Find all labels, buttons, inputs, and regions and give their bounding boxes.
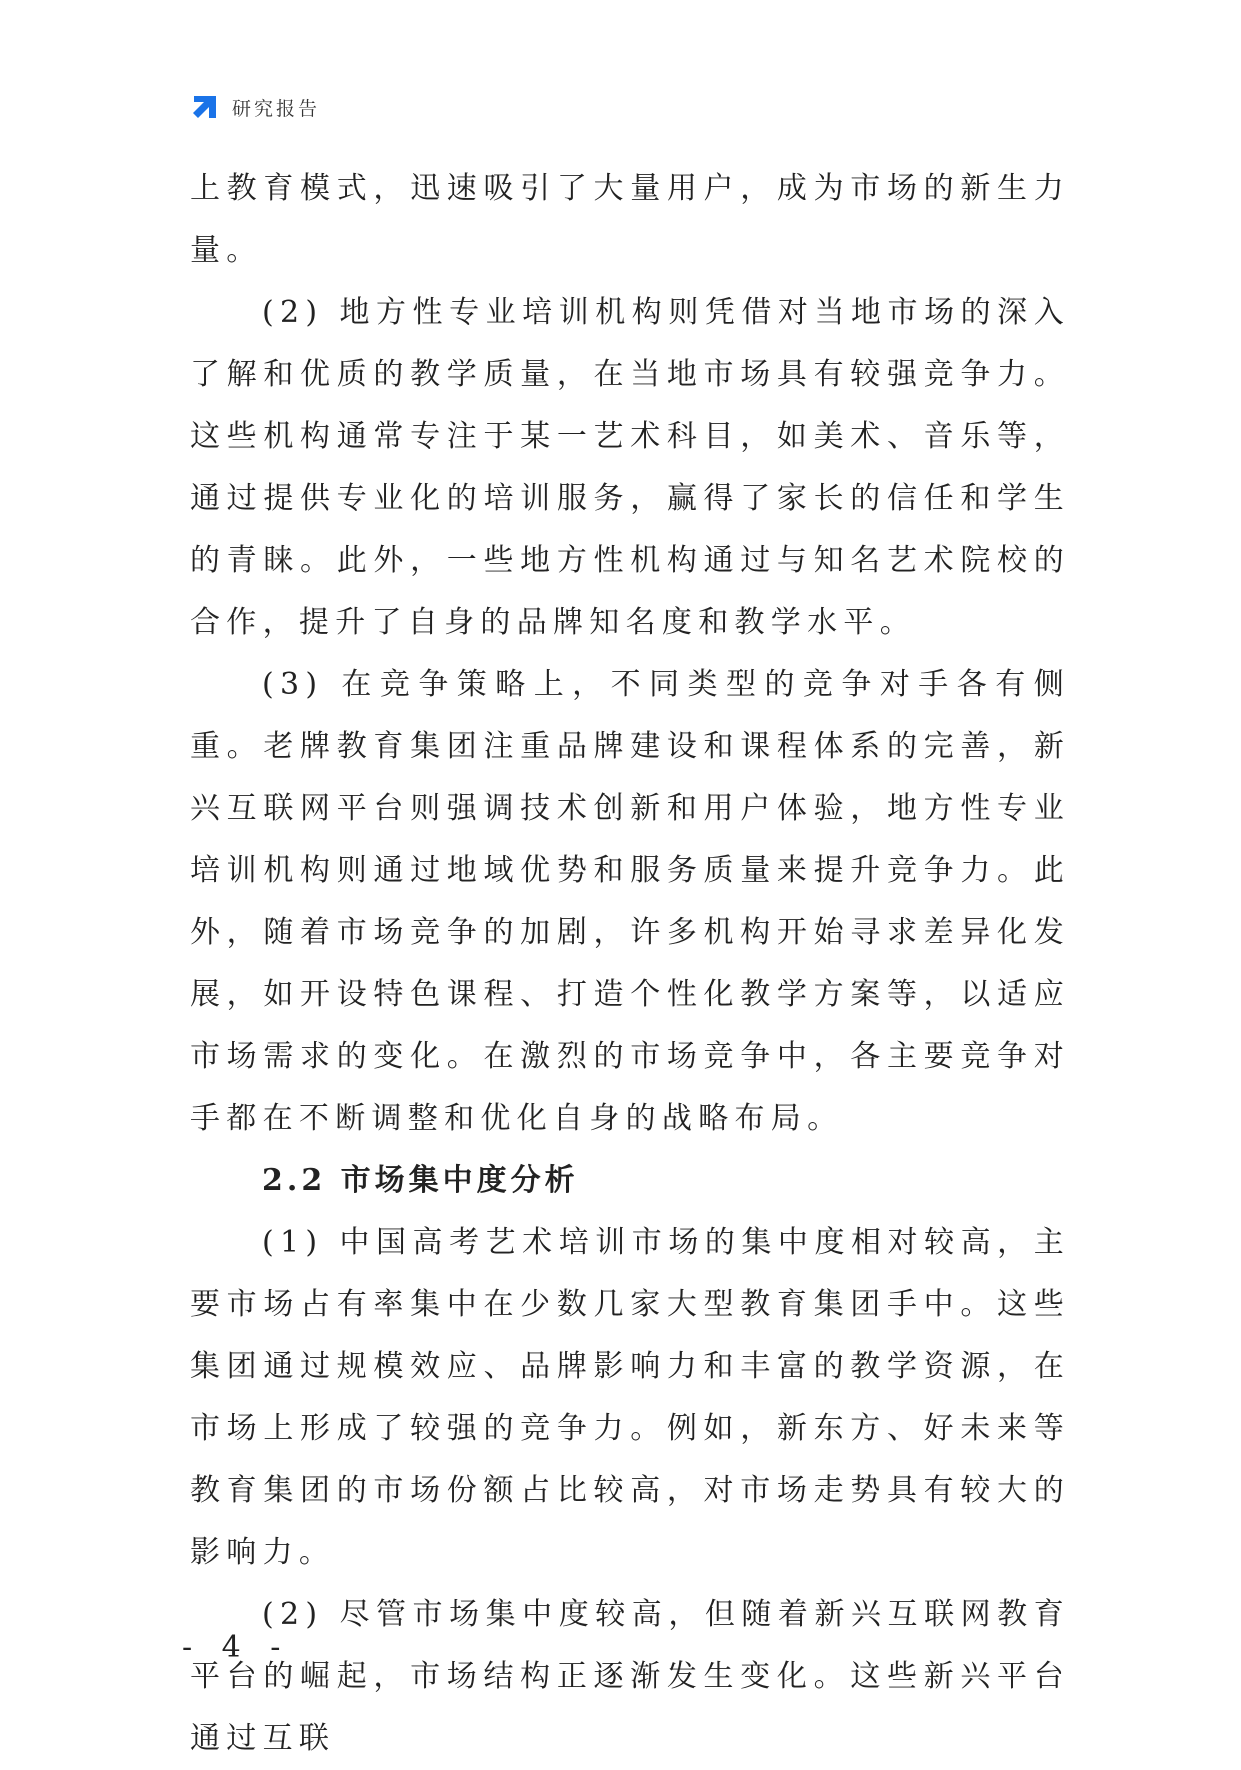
section-paragraph-2: (2) 尽管市场集中度较高，但随着新兴互联网教育平台的崛起，市场结构正逐渐发生变化。这些新兴平台通过互联 bbox=[190, 1597, 1070, 1756]
document-body bbox=[190, 158, 1070, 1770]
header-title: 研究报告 bbox=[232, 97, 321, 120]
page-number: - 4 - bbox=[182, 1630, 291, 1665]
section-heading: 2.2 市场集中度分析 bbox=[262, 1163, 579, 1198]
arrow-up-right-icon bbox=[190, 92, 220, 122]
paragraph-item-2: (2) 地方性专业培训机构则凭借对当地市场的深入了解和优质的教学质量，在当地市场具有较强竞争力。这些机构通常专注于某一艺术科目，如美术、音乐等，通过提供专业化的培训服务，赢得了家长的信任和学生的青睐。此外，一些地方性机构通过与知名艺术院校的合作，提升了自身的品牌知名度和教学水平。 bbox=[190, 295, 1070, 640]
paragraph-continuation: 上教育模式，迅速吸引了大量用户，成为市场的新生力量。 bbox=[190, 171, 1070, 268]
report-header bbox=[190, 90, 320, 124]
section-paragraph-1: (1) 中国高考艺术培训市场的集中度相对较高，主要市场占有率集中在少数几家大型教育集团手中。这些集团通过规模效应、品牌影响力和丰富的教学资源，在市场上形成了较强的竞争力。例如，新东方、好未来等教育集团的市场份额占比较高，对市场走势具有较大的影响力。 bbox=[190, 1225, 1070, 1570]
paragraph-item-3: (3) 在竞争策略上，不同类型的竞争对手各有侧重。老牌教育集团注重品牌建设和课程体系的完善，新兴互联网平台则强调技术创新和用户体验，地方性专业培训机构则通过地域优势和服务质量来提升竞争力。此外，随着市场竞争的加剧，许多机构开始寻求差异化发展，如开设特色课程、打造个性化教学方案等，以适应市场需求的变化。在激烈的市场竞争中，各主要竞争对手都在不断调整和优化自身的战略布局。 bbox=[190, 667, 1070, 1136]
